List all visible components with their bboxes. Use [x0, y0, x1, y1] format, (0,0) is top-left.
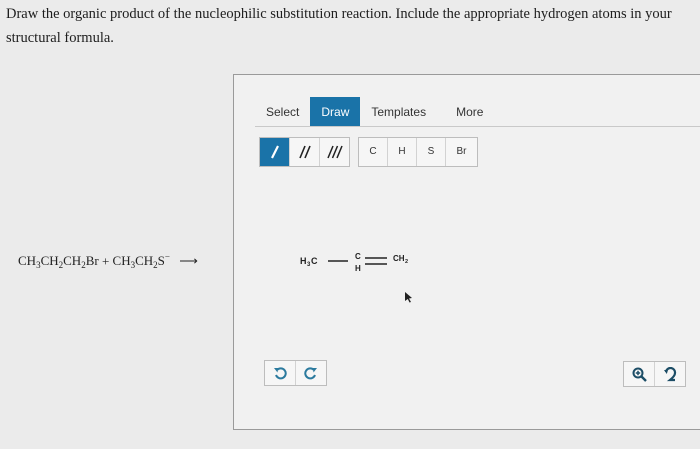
zoom-in-icon — [632, 367, 647, 382]
triple-bond-icon — [327, 144, 343, 160]
reset-icon — [663, 367, 678, 382]
atom-label-c: C — [355, 252, 361, 261]
reaction-arrow: ⟶ — [179, 253, 198, 269]
atom-label-h3c-c: C — [311, 256, 318, 266]
atom-button-br[interactable]: Br — [456, 146, 467, 157]
tab-more[interactable]: More — [456, 105, 484, 119]
undo-button[interactable] — [265, 361, 296, 385]
drawn-molecule[interactable] — [296, 247, 436, 287]
atom-label-h: H — [355, 264, 361, 273]
double-bond-icon — [298, 144, 312, 160]
view-toolbar — [623, 361, 686, 387]
bond-toolbar — [259, 137, 350, 167]
double-bond-button[interactable] — [290, 138, 320, 166]
redo-button[interactable] — [296, 361, 326, 385]
reactant-1: $CH_3CH_2CH_2Br$ — [18, 253, 99, 271]
tab-draw[interactable]: Draw — [310, 97, 360, 127]
zoom-in-button[interactable] — [624, 362, 655, 386]
plus-sign: + — [98, 253, 113, 269]
tab-templates[interactable]: Templates — [371, 105, 427, 119]
atom-button-c[interactable]: C — [359, 138, 388, 166]
atom-label-ch2-sub: 2 — [405, 259, 409, 265]
atom-toolbar — [358, 137, 478, 167]
single-bond-icon — [268, 144, 282, 160]
triple-bond-button[interactable] — [320, 138, 349, 166]
tab-select[interactable]: Select — [266, 105, 300, 119]
atom-label-h3c-h: H — [300, 256, 307, 266]
single-bond-button[interactable] — [260, 138, 290, 166]
undo-icon — [273, 366, 287, 380]
redo-icon — [304, 366, 318, 380]
history-toolbar — [264, 360, 327, 386]
tab-divider — [255, 126, 700, 127]
atom-label-h3c-sub: 3 — [307, 262, 311, 268]
reactant-2: $CH_3CH_2S^-$ — [112, 252, 170, 271]
question-text: Draw the organic product of the nucleophilic substitution reaction. Include the appropriate hydrogen atoms in your structural formula. — [6, 6, 672, 46]
reaction-equation — [18, 252, 198, 270]
atom-button-h[interactable]: H — [388, 138, 417, 166]
mouse-cursor-icon — [404, 291, 414, 303]
atom-button-s[interactable]: S — [417, 138, 446, 166]
structure-editor[interactable] — [233, 74, 700, 430]
reset-view-button[interactable] — [655, 362, 685, 386]
atom-label-ch2-c: CH — [393, 254, 405, 263]
editor-tabs — [255, 97, 494, 127]
